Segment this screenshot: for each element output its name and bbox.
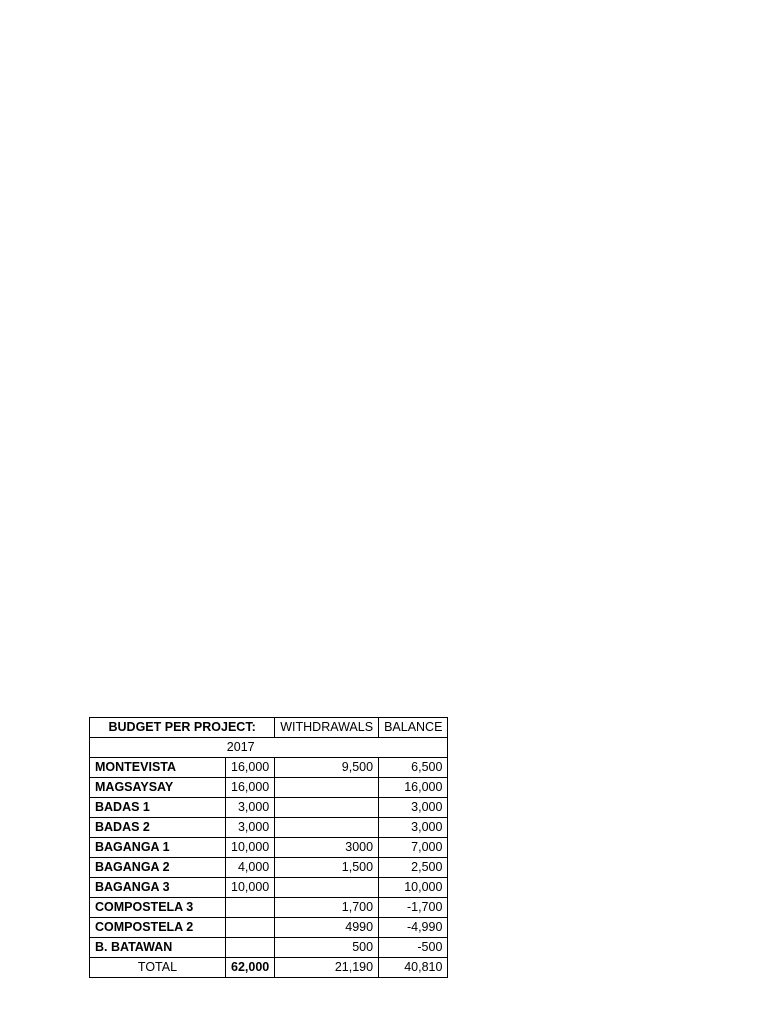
- project-name: COMPOSTELA 2: [90, 918, 226, 938]
- table-row: [90, 778, 448, 798]
- total-budget: 62,000: [226, 958, 275, 978]
- budget-cell: 10,000: [226, 838, 275, 858]
- budget-cell: [226, 898, 275, 918]
- balance-cell: 3,000: [379, 798, 448, 818]
- project-name: BAGANGA 1: [90, 838, 226, 858]
- project-name: MAGSAYSAY: [90, 778, 226, 798]
- table-row: [90, 818, 448, 838]
- project-name: BAGANGA 3: [90, 878, 226, 898]
- withdrawals-cell: [275, 778, 379, 798]
- budget-cell: [226, 918, 275, 938]
- withdrawals-cell: [275, 818, 379, 838]
- withdrawals-header: WITHDRAWALS: [275, 718, 379, 738]
- balance-cell: 16,000: [379, 778, 448, 798]
- budget-cell: 3,000: [226, 798, 275, 818]
- project-name: BADAS 2: [90, 818, 226, 838]
- balance-cell: -4,990: [379, 918, 448, 938]
- balance-cell: -1,700: [379, 898, 448, 918]
- project-name: MONTEVISTA: [90, 758, 226, 778]
- table-row: [90, 878, 448, 898]
- balance-cell: 7,000: [379, 838, 448, 858]
- header-row: [90, 718, 448, 738]
- table-row: [90, 858, 448, 878]
- withdrawals-cell: 9,500: [275, 758, 379, 778]
- table-row: [90, 838, 448, 858]
- budget-table: [89, 717, 448, 978]
- balance-cell: 6,500: [379, 758, 448, 778]
- project-name: BADAS 1: [90, 798, 226, 818]
- table-row: [90, 758, 448, 778]
- budget-cell: 16,000: [226, 758, 275, 778]
- withdrawals-cell: 3000: [275, 838, 379, 858]
- withdrawals-cell: [275, 798, 379, 818]
- total-label: TOTAL: [90, 958, 226, 978]
- project-name: COMPOSTELA 3: [90, 898, 226, 918]
- balance-header: BALANCE: [379, 718, 448, 738]
- budget-cell: [226, 938, 275, 958]
- withdrawals-cell: 500: [275, 938, 379, 958]
- budget-cell: 3,000: [226, 818, 275, 838]
- balance-cell: 3,000: [379, 818, 448, 838]
- year-row: [90, 738, 448, 758]
- year-label: 2017: [90, 738, 448, 758]
- total-withdrawals: 21,190: [275, 958, 379, 978]
- project-name: B. BATAWAN: [90, 938, 226, 958]
- withdrawals-cell: 1,700: [275, 898, 379, 918]
- table-row: [90, 798, 448, 818]
- budget-cell: 4,000: [226, 858, 275, 878]
- withdrawals-cell: 1,500: [275, 858, 379, 878]
- withdrawals-cell: [275, 878, 379, 898]
- table-row: [90, 938, 448, 958]
- project-name: BAGANGA 2: [90, 858, 226, 878]
- total-balance: 40,810: [379, 958, 448, 978]
- table-row: [90, 898, 448, 918]
- total-row: [90, 958, 448, 978]
- balance-cell: 10,000: [379, 878, 448, 898]
- budget-cell: 10,000: [226, 878, 275, 898]
- balance-cell: -500: [379, 938, 448, 958]
- budget-per-project-header: BUDGET PER PROJECT:: [90, 718, 275, 738]
- budget-cell: 16,000: [226, 778, 275, 798]
- balance-cell: 2,500: [379, 858, 448, 878]
- withdrawals-cell: 4990: [275, 918, 379, 938]
- table-row: [90, 918, 448, 938]
